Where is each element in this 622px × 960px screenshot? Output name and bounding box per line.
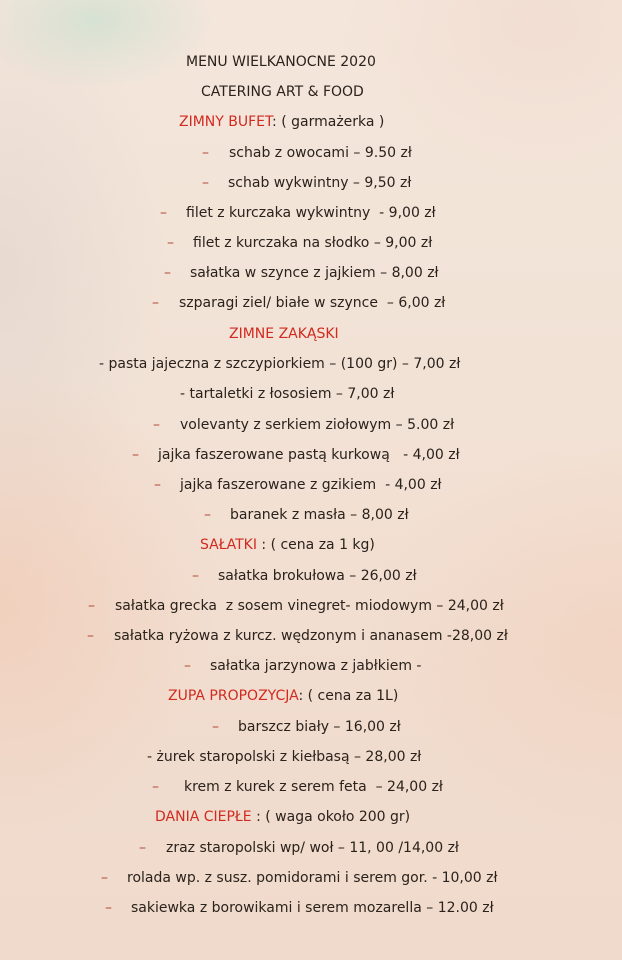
menu-item: barszcz biały – 16,00 zł [238,719,401,735]
menu-item: sałatka ryżowa z kurcz. wędzonym i ananasem -28,00 zł [114,628,508,644]
menu-item: jajka faszerowane z gzikiem - 4,00 zł [180,477,442,493]
bullet-dash: – [184,658,191,674]
section-dania-cieple [155,802,410,832]
section-zimne-zakaski [229,319,339,349]
section-note: : ( garmażerka ) [272,114,385,130]
menu-item: schab wykwintny – 9,50 zł [228,175,412,191]
menu-item: jajka faszerowane pastą kurkową - 4,00 zł [158,447,460,463]
menu-item: baranek z masła – 8,00 zł [230,507,409,523]
menu-item: krem z kurek z serem feta – 24,00 zł [184,779,443,795]
bullet-dash: – [105,900,112,916]
bullet-dash: – [202,175,209,191]
bullet-dash: – [132,447,139,463]
company-name: CATERING ART & FOOD [201,84,364,100]
menu-item: rolada wp. z susz. pomidorami i serem gor. - 10,00 zł [127,870,498,886]
menu-item: sakiewka z borowikami i serem mozarella – 12.00 zł [131,900,494,916]
menu-item: - tartaletki z łososiem – 7,00 zł [180,386,395,402]
menu-item: - żurek staropolski z kiełbasą – 28,00 zł [147,749,422,765]
menu-item: szparagi ziel/ białe w szynce – 6,00 zł [179,295,446,311]
bullet-dash: – [139,840,146,856]
section-zimny-bufet [179,107,384,137]
section-note: : ( waga około 200 gr) [251,809,411,825]
menu-item: filet z kurczaka wykwintny - 9,00 zł [186,205,436,221]
section-note: : ( cena za 1 kg) [256,537,375,553]
section-heading: SAŁATKI [200,537,257,553]
bullet-dash: – [88,598,95,614]
section-zupa [168,681,398,711]
menu-item: zraz staropolski wp/ woł – 11, 00 /14,00 zł [166,840,459,856]
bullet-dash: – [212,719,219,735]
menu-item: sałatka w szynce z jajkiem – 8,00 zł [190,265,439,281]
section-heading: ZIMNY BUFET [179,114,273,130]
menu-item: schab z owocami – 9.50 zł [229,145,412,161]
menu-item: sałatka jarzynowa z jabłkiem - [210,658,422,674]
bullet-dash: – [87,628,94,644]
section-heading: DANIA CIEPŁE [155,809,252,825]
bullet-dash: – [153,417,160,433]
section-heading: ZIMNE ZAKĄSKI [229,326,339,342]
section-salatki [200,530,375,560]
menu-title: MENU WIELKANOCNE 2020 [186,54,376,70]
section-note: : ( cena za 1L) [298,688,399,704]
bullet-dash: – [164,265,171,281]
bullet-dash: – [192,568,199,584]
section-heading: ZUPA PROPOZYCJA [168,688,299,704]
menu-item: - pasta jajeczna z szczypiorkiem – (100 gr) – 7,00 zł [99,356,461,372]
menu-item: volevanty z serkiem ziołowym – 5.00 zł [180,417,455,433]
menu-item: filet z kurczaka na słodko – 9,00 zł [193,235,433,251]
menu-item: sałatka grecka z sosem vinegret- miodowym – 24,00 zł [115,598,504,614]
bullet-dash: – [152,295,159,311]
bullet-dash: – [101,870,108,886]
bullet-dash: – [204,507,211,523]
bullet-dash: – [160,205,167,221]
bullet-dash: – [152,779,159,795]
bullet-dash: – [154,477,161,493]
bullet-dash: – [167,235,174,251]
menu-item: sałatka brokułowa – 26,00 zł [218,568,417,584]
bullet-dash: – [202,145,209,161]
